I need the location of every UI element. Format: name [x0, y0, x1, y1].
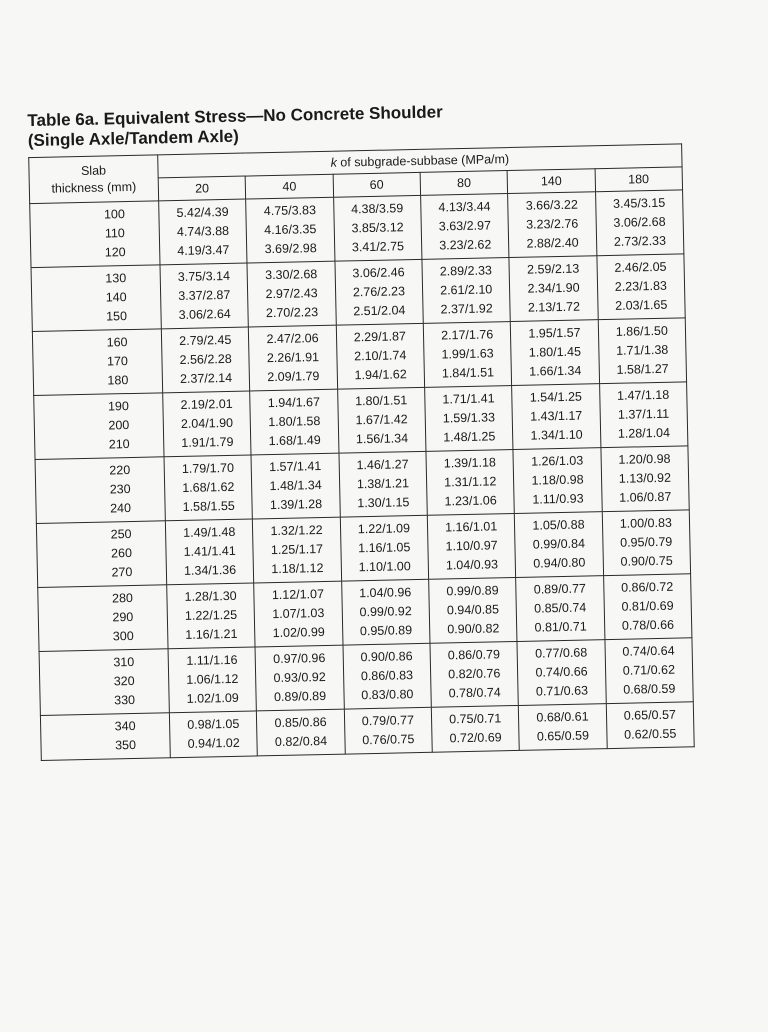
slab-thickness-value: 210: [108, 437, 130, 452]
stress-cell-k180: [601, 446, 690, 512]
stress-value: 1.02/1.09: [186, 690, 239, 706]
stress-cell-k180: [606, 702, 694, 749]
stress-value: 1.38/1.21: [356, 476, 410, 492]
stress-cell-k20: [167, 583, 256, 649]
stress-value: 3.66/3.22: [525, 197, 579, 213]
stress-value: 2.10/1.74: [354, 348, 407, 364]
stress-value: 3.69/2.98: [264, 241, 317, 257]
stress-value: 0.83/0.80: [361, 687, 414, 703]
slab-thickness-value: 130: [105, 271, 127, 286]
stress-value: 3.23/2.62: [439, 237, 492, 253]
k-symbol: k: [330, 155, 338, 170]
stress-value: 1.04/0.93: [445, 557, 499, 573]
stress-value: 0.90/0.75: [620, 553, 673, 569]
slab-thickness-cell: [40, 713, 170, 761]
stress-value: 1.16/1.05: [358, 540, 411, 556]
slab-thickness-value: 300: [112, 628, 134, 644]
stress-value: 1.79/1.70: [181, 460, 235, 476]
stress-value: 2.56/2.28: [179, 351, 232, 367]
stress-value: 1.54/1.25: [529, 389, 583, 405]
stress-value: 2.03/1.65: [615, 297, 668, 313]
stress-value: 5.42/4.39: [176, 204, 229, 221]
stress-value: 0.81/0.69: [621, 598, 674, 614]
stress-value: 1.86/1.50: [615, 323, 669, 339]
stress-value: 1.22/1.25: [184, 607, 238, 623]
slab-thickness-header: [29, 155, 159, 204]
stress-value: 4.16/3.35: [264, 222, 317, 238]
stress-cell-k60: [340, 515, 429, 581]
stress-value: 2.79/2.45: [179, 332, 232, 348]
stress-value: 3.06/2.46: [352, 265, 405, 281]
stress-value: 1.16/1.21: [185, 626, 238, 642]
stress-cell-k20: [168, 647, 257, 713]
stress-cell-k80: [426, 450, 515, 516]
stress-value: 1.18/1.12: [271, 561, 324, 577]
k-value-header-60: 60: [333, 172, 421, 197]
stress-value: 1.48/1.34: [269, 478, 322, 494]
k-value-header-80: 80: [420, 171, 508, 196]
slab-thickness-value: 320: [113, 673, 135, 689]
stress-value: 0.95/0.79: [620, 534, 673, 550]
stress-value: 1.95/1.57: [528, 325, 581, 341]
stress-value: 1.39/1.28: [269, 497, 323, 513]
stress-value: 4.19/3.47: [177, 242, 230, 258]
slab-thickness-cell: [30, 201, 160, 268]
stress-value: 0.85/0.74: [534, 600, 587, 616]
slab-thickness-value: 240: [110, 501, 132, 516]
slab-thickness-value: 330: [114, 692, 136, 708]
stress-cell-k180: [599, 382, 688, 448]
slab-thickness-value: 340: [114, 718, 136, 734]
slab-header-line2: thickness (mm): [51, 179, 137, 196]
stress-value: 1.41/1.41: [183, 543, 236, 559]
stress-value: 3.06/2.64: [178, 306, 231, 322]
stress-value: 0.98/1.05: [187, 716, 240, 732]
stress-cell-k140: [508, 192, 597, 258]
stress-value: 1.20/0.98: [618, 451, 671, 467]
stress-value: 1.28/1.04: [617, 425, 671, 441]
stress-cell-k20: [164, 455, 253, 521]
slab-thickness-value: 350: [114, 737, 137, 753]
stress-value: 0.68/0.59: [623, 681, 676, 697]
stress-value: 0.82/0.76: [448, 666, 501, 682]
stress-value: 2.46/2.05: [614, 259, 667, 275]
stress-value: 0.68/0.61: [536, 709, 589, 725]
stress-value: 1.91/1.79: [181, 434, 234, 450]
stress-value: 1.11/0.93: [532, 491, 584, 507]
stress-cell-k140: [512, 384, 601, 450]
table-title: Table 6a. Equivalent Stress—No Concrete Shoulder: [27, 102, 443, 131]
stress-value: 2.73/2.33: [613, 233, 667, 249]
stress-value: 3.41/2.75: [351, 239, 405, 255]
stress-value: 2.34/1.90: [527, 280, 580, 296]
slab-thickness-value: 260: [110, 546, 133, 561]
stress-value: 1.07/1.03: [272, 605, 325, 622]
stress-cell-k140: [511, 320, 600, 386]
stress-value: 1.68/1.62: [182, 479, 235, 495]
stress-cell-k180: [605, 638, 694, 704]
stress-value: 1.43/1.17: [530, 408, 583, 424]
stress-value: 0.90/0.82: [447, 621, 500, 637]
stress-cell-k40: [253, 517, 342, 583]
slab-thickness-cell: [31, 265, 161, 332]
k-value-header-20: 20: [158, 176, 246, 201]
stress-cell-k60: [335, 259, 424, 325]
slab-thickness-value: 140: [105, 290, 127, 305]
stress-value: 2.04/1.90: [180, 415, 234, 431]
stress-value: 1.10/0.97: [445, 538, 498, 554]
k-header-text: of subgrade-subbase (MPa/m): [336, 152, 510, 170]
stress-value: 3.85/3.12: [351, 220, 404, 236]
stress-value: 1.28/1.30: [184, 588, 237, 604]
stress-value: 0.99/0.84: [532, 536, 586, 552]
stress-value: 2.37/1.92: [440, 301, 493, 317]
stress-value: 1.58/1.55: [182, 498, 235, 514]
stress-value: 1.71/1.38: [615, 342, 669, 358]
stress-cell-k80: [421, 194, 510, 260]
stress-cell-k60: [337, 387, 426, 453]
stress-value: 1.80/1.51: [354, 393, 408, 409]
slab-thickness-cell: [34, 393, 164, 460]
slab-thickness-cell: [38, 585, 168, 652]
stress-value: 2.51/2.04: [353, 303, 406, 319]
stress-cell-k140: [517, 640, 606, 706]
stress-cell-k80: [427, 513, 516, 579]
stress-value: 3.06/2.68: [613, 214, 666, 230]
stress-value: 1.02/0.99: [272, 624, 325, 641]
stress-value: 2.47/2.06: [266, 331, 319, 347]
stress-value: 0.72/0.69: [449, 730, 502, 746]
stress-cell-k40: [250, 389, 339, 455]
stress-cell-k80: [429, 577, 518, 643]
stress-value: 2.59/2.13: [526, 261, 580, 277]
stress-cell-k40: [255, 645, 344, 711]
stress-value: 4.74/3.88: [176, 223, 230, 239]
stress-cell-k180: [602, 510, 691, 576]
slab-thickness-value: 230: [109, 482, 131, 497]
stress-value: 0.94/0.80: [533, 555, 586, 571]
table-body: [30, 190, 695, 761]
stress-value: 0.82/0.84: [274, 733, 328, 750]
stress-value: 1.34/1.10: [530, 427, 583, 443]
stress-value: 2.89/2.33: [439, 263, 493, 279]
stress-value: 0.79/0.77: [361, 713, 415, 729]
stress-cell-k140: [519, 704, 607, 751]
table-subtitle: (Single Axle/Tandem Axle): [27, 126, 240, 151]
stress-value: 1.10/1.00: [358, 559, 411, 575]
stress-value: 1.34/1.36: [183, 562, 237, 578]
stress-cell-k40: [251, 453, 340, 519]
slab-thickness-cell: [32, 329, 162, 396]
stress-cell-k60: [344, 707, 432, 754]
stress-cell-k80: [430, 641, 519, 707]
slab-thickness-cell: [39, 649, 169, 716]
stress-value: 1.80/1.58: [268, 414, 321, 430]
stress-cell-k180: [597, 254, 686, 320]
stress-cell-k20: [163, 391, 252, 457]
stress-value: 2.13/1.72: [527, 299, 581, 315]
stress-value: 0.85/0.86: [274, 714, 327, 731]
stress-value: 1.25/1.17: [270, 542, 324, 558]
stress-value: 0.74/0.66: [535, 664, 588, 680]
stress-value: 1.04/0.96: [359, 585, 412, 601]
stress-value: 2.19/2.01: [180, 396, 233, 412]
stress-value: 2.37/2.14: [179, 370, 233, 386]
stress-value: 0.62/0.55: [624, 726, 677, 742]
stress-value: 0.86/0.79: [447, 647, 501, 663]
slab-thickness-value: 110: [104, 226, 125, 241]
stress-value: 1.94/1.62: [354, 367, 407, 383]
slab-thickness-value: 280: [111, 591, 134, 606]
stress-cell-k20: [159, 199, 248, 265]
stress-cell-k180: [598, 318, 687, 384]
stress-value: 0.81/0.71: [534, 619, 587, 635]
slab-thickness-value: 200: [108, 418, 130, 433]
stress-value: 0.86/0.72: [620, 579, 674, 595]
stress-cell-k20: [160, 263, 249, 329]
stress-value: 3.23/2.76: [525, 216, 579, 232]
slab-thickness-value: 270: [111, 565, 133, 580]
slab-thickness-value: 190: [107, 399, 130, 414]
stress-value: 0.95/0.89: [359, 623, 413, 639]
stress-value: 0.78/0.66: [621, 617, 675, 633]
stress-cell-k180: [595, 190, 684, 256]
stress-value: 0.90/0.86: [360, 649, 413, 665]
stress-cell-k40: [246, 197, 335, 263]
stress-cell-k80: [422, 258, 511, 324]
stress-value: 0.99/0.89: [446, 583, 499, 599]
stress-value: 2.88/2.40: [526, 235, 579, 251]
stress-value: 1.22/1.09: [357, 521, 411, 537]
k-value-header-40: 40: [245, 174, 333, 199]
slab-thickness-cell: [36, 521, 166, 588]
stress-cell-k40: [249, 325, 338, 391]
stress-value: 4.75/3.83: [263, 203, 317, 219]
stress-value: 1.06/0.87: [619, 489, 672, 505]
stress-value: 2.23/1.83: [614, 278, 668, 294]
stress-value: 0.65/0.59: [536, 728, 590, 744]
stress-value: 4.13/3.44: [438, 199, 491, 215]
stress-value: 3.45/3.15: [612, 195, 666, 211]
stress-value: 1.47/1.18: [616, 387, 670, 403]
stress-value: 1.30/1.15: [357, 495, 410, 511]
stress-value: 3.37/2.87: [178, 287, 231, 303]
stress-value: 1.94/1.67: [267, 395, 321, 411]
stress-value: 3.30/2.68: [265, 267, 318, 283]
stress-value: 0.93/0.92: [273, 669, 326, 686]
stress-value: 2.70/2.23: [265, 305, 319, 321]
stress-cell-k40: [254, 581, 343, 647]
stress-value: 1.32/1.22: [270, 523, 323, 539]
slab-thickness-value: 180: [107, 373, 129, 388]
stress-value: 0.78/0.74: [448, 685, 501, 701]
slab-thickness-value: 170: [106, 354, 129, 369]
stress-value: 1.11/1.16: [186, 652, 238, 668]
slab-thickness-value: 150: [105, 309, 128, 324]
stress-value: 1.56/1.34: [355, 431, 409, 447]
stress-value: 1.59/1.33: [442, 410, 496, 426]
stress-cell-k20: [169, 711, 257, 758]
stress-cell-k80: [425, 386, 514, 452]
slab-thickness-value: 310: [113, 654, 135, 670]
stress-value: 1.67/1.42: [355, 412, 408, 428]
stress-cell-k60: [341, 579, 430, 645]
k-value-header-140: 140: [507, 169, 595, 194]
stress-cell-k140: [515, 512, 604, 578]
stress-value: 0.71/0.62: [622, 662, 676, 678]
stress-value: 4.38/3.59: [350, 201, 404, 217]
stress-value: 1.99/1.63: [441, 346, 494, 362]
stress-value: 0.77/0.68: [534, 645, 588, 661]
stress-value: 1.49/1.48: [183, 524, 236, 540]
stress-value: 2.09/1.79: [267, 369, 320, 385]
equivalent-stress-table: [28, 143, 695, 761]
stress-value: 1.39/1.18: [443, 455, 497, 471]
stress-value: 1.37/1.11: [617, 406, 670, 422]
stress-value: 2.29/1.87: [353, 329, 407, 345]
stress-value: 0.89/0.89: [273, 688, 327, 705]
stress-value: 0.97/0.96: [273, 650, 326, 667]
stress-value: 1.16/1.01: [444, 519, 498, 535]
stress-cell-k40: [257, 709, 345, 756]
stress-value: 2.26/1.91: [266, 350, 320, 366]
stress-cell-k20: [165, 519, 254, 585]
stress-cell-k180: [603, 574, 692, 640]
slab-header-line1: Slab: [80, 162, 107, 178]
stress-value: 0.94/1.02: [187, 735, 240, 751]
stress-value: 1.12/1.07: [271, 587, 325, 603]
stress-value: 1.00/0.83: [619, 515, 673, 531]
stress-value: 0.76/0.75: [362, 732, 415, 748]
stress-value: 1.57/1.41: [269, 459, 322, 475]
stress-value: 1.84/1.51: [441, 365, 495, 381]
stress-value: 0.71/0.63: [535, 683, 589, 699]
slab-thickness-value: 160: [106, 335, 128, 350]
stress-cell-k60: [339, 451, 428, 517]
stress-cell-k60: [343, 643, 432, 709]
stress-value: 1.68/1.49: [268, 433, 321, 449]
stress-cell-k60: [333, 195, 422, 261]
slab-thickness-value: 290: [112, 609, 134, 625]
stress-value: 1.18/0.98: [531, 472, 584, 488]
slab-thickness-value: 250: [110, 527, 132, 542]
stress-value: 0.89/0.77: [533, 581, 587, 597]
stress-value: 1.46/1.27: [356, 457, 409, 473]
stress-value: 0.94/0.85: [446, 602, 500, 618]
slab-thickness-value: 120: [104, 245, 126, 260]
stress-value: 1.66/1.34: [529, 363, 582, 379]
stress-value: 1.71/1.41: [442, 391, 495, 407]
stress-value: 1.58/1.27: [616, 361, 669, 377]
stress-value: 3.75/3.14: [177, 268, 231, 284]
stress-cell-k140: [509, 256, 598, 322]
slab-thickness-cell: [35, 457, 165, 524]
slab-thickness-value: 100: [103, 207, 125, 222]
stress-value: 2.76/2.23: [352, 284, 406, 300]
stress-cell-k140: [516, 576, 605, 642]
stress-value: 1.23/1.06: [444, 493, 497, 509]
stress-value: 1.06/1.12: [186, 671, 239, 687]
stress-cell-k60: [336, 323, 425, 389]
stress-value: 2.17/1.76: [440, 327, 494, 343]
stress-value: 1.31/1.12: [444, 474, 497, 490]
stress-cell-k20: [161, 327, 250, 393]
stress-value: 0.75/0.71: [449, 711, 502, 727]
stress-value: 3.63/2.97: [438, 218, 492, 234]
k-value-header-180: 180: [595, 167, 683, 192]
stress-value: 2.61/2.10: [440, 282, 493, 298]
stress-value: 1.13/0.92: [618, 470, 672, 486]
stress-value: 0.65/0.57: [623, 707, 677, 723]
stress-value: 1.80/1.45: [528, 344, 582, 360]
slab-thickness-value: 220: [109, 463, 131, 478]
stress-value: 2.97/2.43: [265, 286, 318, 302]
stress-value: 0.74/0.64: [622, 643, 675, 659]
stress-cell-k80: [431, 705, 519, 752]
stress-value: 0.86/0.83: [360, 668, 414, 684]
stress-value: 0.99/0.92: [359, 604, 412, 620]
stress-cell-k140: [513, 448, 602, 514]
stress-value: 1.48/1.25: [443, 429, 496, 445]
stress-cell-k80: [423, 322, 512, 388]
stress-value: 1.05/0.88: [532, 517, 585, 533]
stress-value: 1.26/1.03: [530, 453, 584, 469]
stress-cell-k40: [247, 261, 336, 327]
